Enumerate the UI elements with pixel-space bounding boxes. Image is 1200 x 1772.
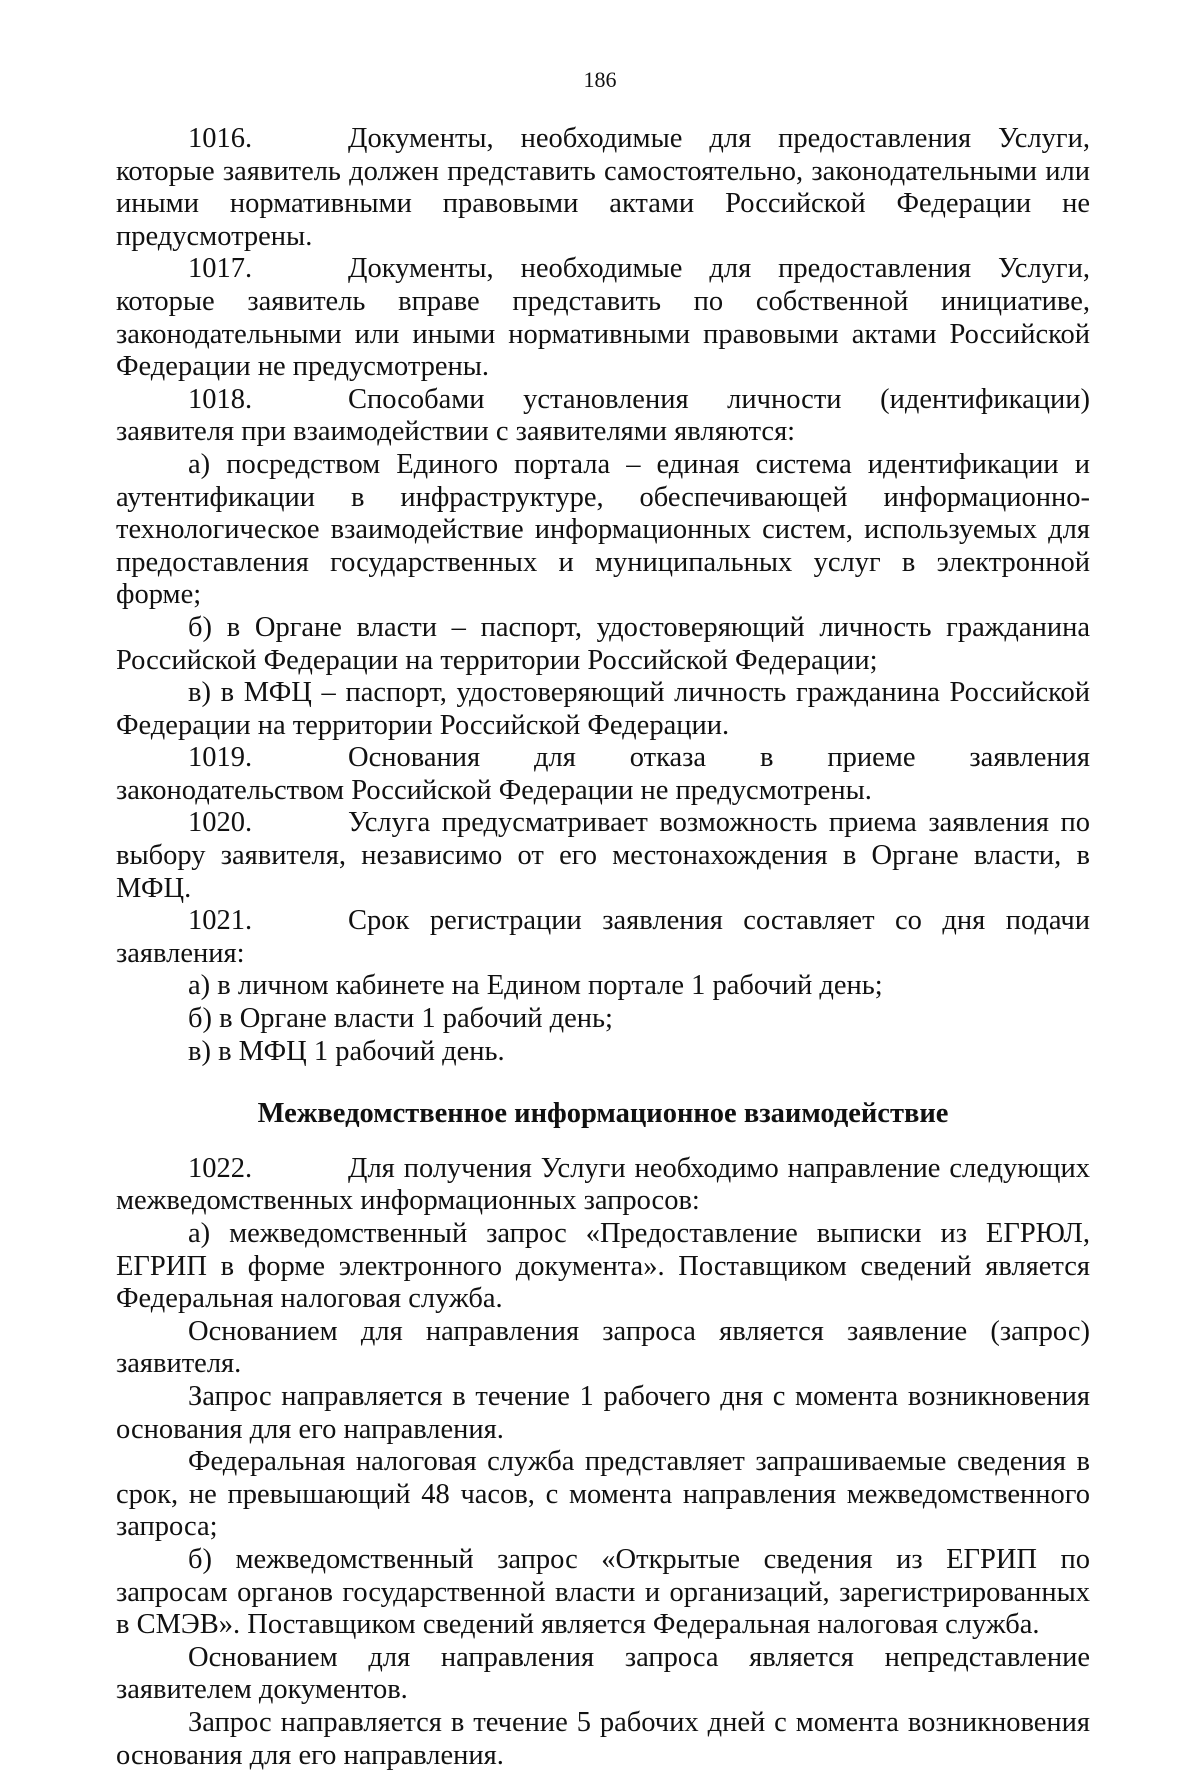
paragraph-text: Срок регистрации заявления составляет со дня подачи заявления: xyxy=(116,905,1090,969)
subitem-1021-b: б) в Органе власти 1 рабочий день; xyxy=(188,1003,613,1035)
paragraph-1017 xyxy=(116,253,1090,383)
document-body xyxy=(116,123,1090,1772)
paragraph-1016 xyxy=(116,123,1090,253)
subitem-1018-b: б) в Органе власти – паспорт, удостоверяющий личность гражданина Российской Федерации на территории Российской Федерации; xyxy=(116,611,1090,676)
paragraph-number: 1022. xyxy=(188,1152,253,1184)
section-heading: Межведомственное информационное взаимодействие xyxy=(257,1098,949,1130)
subitem-1018-c: в) в МФЦ – паспорт, удостоверяющий личность гражданина Российской Федерации на территории Российской Федерации. xyxy=(116,677,1090,741)
paragraph-1020 xyxy=(116,807,1090,905)
paragraph-1021 xyxy=(116,905,1090,970)
subitem-1022-b: б) межведомственный запрос «Открытые сведения из ЕГРИП по запросам органов государственной власти и организаций, зарегистрированных в СМЭВ». Поставщиком сведений является Федеральная налоговая служба. xyxy=(116,1543,1090,1641)
paragraph-text: Документы, необходимые для предоставления Услуги, которые заявитель должен представить самостоятельно, законодательными или иными нормативными правовыми актами Российской Федерации не предусмотрены. xyxy=(116,123,1090,252)
paragraph-1018 xyxy=(116,384,1090,449)
subitem-1022-a-fns: Федеральная налоговая служба представляет запрашиваемые сведения в срок, не превышающий 48 часов, с момента направления межведомственного запроса; xyxy=(116,1446,1090,1543)
paragraph-number: 1018. xyxy=(188,383,253,415)
paragraph-number: 1016. xyxy=(188,123,253,154)
subitem-1018-a: а) посредством Единого портала – единая система идентификации и аутентификации в инфраструктуре, обеспечивающей информационно-технологическое взаимодействие информационных систем, используемых для предоставления государственных и муниципальных услуг в электронной форме; xyxy=(116,448,1090,611)
paragraph-text: Способами установления личности (идентификации) заявителя при взаимодействии с заявителями являются: xyxy=(116,383,1090,448)
paragraph-number: 1019. xyxy=(188,742,253,774)
subitem-1022-b-basis: Основанием для направления запроса является непредставление заявителем документов. xyxy=(116,1641,1090,1706)
paragraph-number: 1017. xyxy=(188,253,253,285)
paragraph-text: Основания для отказа в приеме заявления законодательством Российской Федерации не предусмотрены. xyxy=(116,742,1090,806)
paragraph-1019 xyxy=(116,742,1090,807)
paragraph-1022 xyxy=(116,1153,1090,1218)
paragraph-number: 1021. xyxy=(188,905,253,937)
subitem-1021-a: а) в личном кабинете на Едином портале 1 рабочий день; xyxy=(188,970,883,1002)
page-number: 186 xyxy=(583,67,617,92)
subitem-1021-c: в) в МФЦ 1 рабочий день. xyxy=(188,1035,505,1067)
subitem-1022-a: а) межведомственный запрос «Предоставление выписки из ЕГРЮЛ, ЕГРИП в форме электронного документа». Поставщиком сведений является Федеральная налоговая служба. xyxy=(116,1218,1090,1315)
paragraph-number: 1020. xyxy=(188,807,253,839)
subitem-1022-a-basis: Основанием для направления запроса является заявление (запрос) заявителя. xyxy=(116,1315,1090,1380)
subitem-1022-b-term: Запрос направляется в течение 5 рабочих дней с момента возникновения основания для его направления. xyxy=(116,1706,1090,1771)
paragraph-text: Для получения Услуги необходимо направление следующих межведомственных информационных запросов: xyxy=(116,1152,1090,1217)
subitem-1022-a-term: Запрос направляется в течение 1 рабочего дня с момента возникновения основания для его направления. xyxy=(116,1380,1090,1445)
paragraph-text: Документы, необходимые для предоставления Услуги, которые заявитель вправе представить по собственной инициативе, законодательными или иными нормативными правовыми актами Российской Федерации не предусмотрены. xyxy=(116,253,1090,383)
paragraph-text: Услуга предусматривает возможность приема заявления по выбору заявителя, независимо от его местонахождения в Органе власти, в МФЦ. xyxy=(116,807,1090,904)
